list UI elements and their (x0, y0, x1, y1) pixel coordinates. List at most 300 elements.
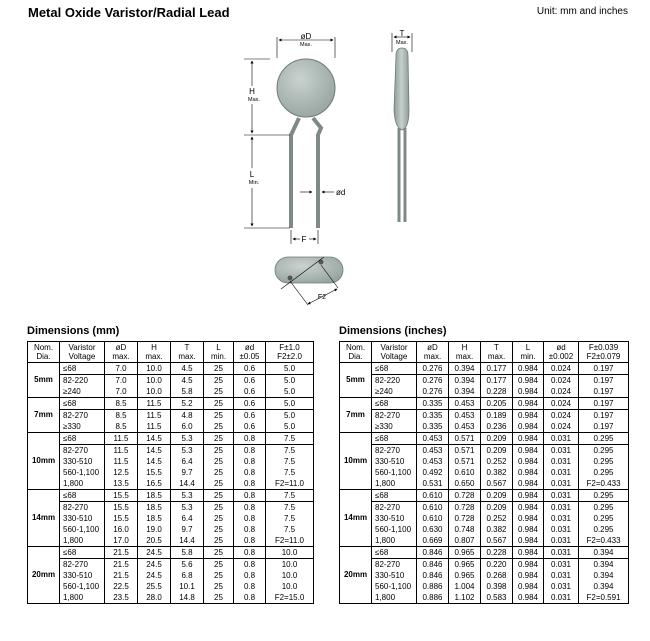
table-cell: 0.228 (481, 547, 513, 559)
table-cell: 0.209 (481, 433, 513, 445)
table-cell: 6.4 (171, 456, 204, 467)
column-header-line: F2±2.0 (277, 352, 302, 361)
t-sub-label: Max. (396, 40, 408, 46)
varistor-disc (277, 59, 335, 117)
column-header (171, 342, 204, 363)
table-cell: 0.031 (544, 570, 579, 581)
table-row (28, 559, 314, 571)
table-cell: 0.650 (449, 478, 481, 490)
table-cell: 0.984 (513, 535, 544, 547)
table-cell: 25 (204, 375, 234, 387)
dimensions-mm-table (27, 341, 314, 604)
dimensions-inches-table (339, 341, 629, 604)
od-label: øD (300, 32, 312, 41)
table-cell: 0.394 (579, 581, 629, 592)
column-header (372, 342, 417, 363)
table-cell: 0.295 (579, 513, 629, 524)
column-header-line: min. (520, 352, 536, 361)
column-header-line: Nom. (345, 343, 366, 352)
h-label: H (249, 87, 255, 96)
table-cell: 9.7 (171, 467, 204, 478)
varistor-voltage-cell: 1,800 (60, 535, 105, 547)
varistor-voltage-cell: ≤68 (372, 490, 417, 502)
column-header-line: max. (487, 352, 506, 361)
table-cell: 0.748 (449, 524, 481, 535)
table-cell: F2=0.433 (579, 535, 629, 547)
table-cell: 0.846 (417, 559, 449, 571)
table-row (28, 456, 314, 467)
table-cell: 0.031 (544, 456, 579, 467)
table-cell: F2=15.0 (266, 592, 314, 604)
table-cell: 0.610 (417, 490, 449, 502)
column-header-line: ød (244, 343, 255, 352)
table-cell: 25 (204, 467, 234, 478)
table-cell: 0.031 (544, 445, 579, 457)
table-cell: 25 (204, 410, 234, 422)
table-cell: 0.984 (513, 581, 544, 592)
table-cell: 18.5 (138, 490, 171, 502)
table-cell: 22.5 (105, 581, 138, 592)
table-cell: 0.394 (449, 386, 481, 398)
table-cell: 0.886 (417, 581, 449, 592)
page-title: Metal Oxide Varistor/Radial Lead (28, 5, 230, 20)
table-row (340, 375, 629, 387)
table-cell: 4.8 (171, 410, 204, 422)
table-cell: 0.8 (234, 592, 266, 604)
table-cell: 0.610 (449, 467, 481, 478)
varistor-side-body (394, 48, 409, 130)
table-cell: 17.0 (105, 535, 138, 547)
table-cell: 0.984 (513, 433, 544, 445)
varistor-voltage-cell: 82-270 (372, 559, 417, 571)
table-cell: 0.024 (544, 410, 579, 422)
table-row (28, 547, 314, 559)
table-cell: 0.453 (417, 456, 449, 467)
varistor-voltage-cell: 330-510 (60, 513, 105, 524)
column-header (138, 342, 171, 363)
table-cell: 0.8 (234, 467, 266, 478)
table-row (340, 421, 629, 433)
table-cell: 5.8 (171, 386, 204, 398)
table-cell: 0.728 (449, 502, 481, 514)
table-cell: 11.5 (105, 445, 138, 457)
table-cell: 4.5 (171, 363, 204, 375)
table-cell: 25 (204, 513, 234, 524)
table-cell: 0.031 (544, 513, 579, 524)
table-row (28, 421, 314, 433)
table-cell: 5.3 (171, 445, 204, 457)
column-header-line: øD (427, 343, 438, 352)
table-cell: 0.630 (417, 524, 449, 535)
table-cell: 0.984 (513, 363, 544, 375)
table-cell: 0.453 (417, 433, 449, 445)
column-header-line: L (216, 343, 221, 352)
varistor-voltage-cell: 82-270 (60, 410, 105, 422)
table-cell: 0.031 (544, 490, 579, 502)
table-row (28, 433, 314, 445)
table-cell: 0.571 (449, 456, 481, 467)
table-cell: 0.567 (481, 535, 513, 547)
varistor-voltage-cell: ≤68 (372, 398, 417, 410)
column-header-line: H (461, 343, 468, 352)
table-cell: 21.5 (105, 570, 138, 581)
table-cell: 0.189 (481, 410, 513, 422)
table-row (340, 398, 629, 410)
table-cell: 0.984 (513, 398, 544, 410)
table-row (340, 581, 629, 592)
table-cell: 0.031 (544, 433, 579, 445)
table-cell: 5.0 (266, 421, 314, 433)
table-cell: 25 (204, 592, 234, 604)
table-cell: 14.4 (171, 478, 204, 490)
table-cell: 14.5 (138, 445, 171, 457)
nominal-diameter-cell: 14mm (340, 490, 372, 547)
nominal-diameter-cell: 10mm (28, 433, 60, 490)
table-row (28, 570, 314, 581)
table-cell: 5.2 (171, 398, 204, 410)
table-cell: 0.6 (234, 386, 266, 398)
table-cell: 0.398 (481, 581, 513, 592)
table-cell: 10.0 (266, 547, 314, 559)
table-cell: 25 (204, 386, 234, 398)
table-cell: 0.8 (234, 559, 266, 571)
table-row (340, 570, 629, 581)
table-cell: 7.5 (266, 456, 314, 467)
d-label: ød (336, 188, 346, 197)
nominal-diameter-cell: 5mm (28, 363, 60, 398)
varistor-voltage-cell: 330-510 (372, 570, 417, 581)
table-cell: 6.0 (171, 421, 204, 433)
table-row (28, 467, 314, 478)
table-cell: 6.4 (171, 513, 204, 524)
column-header (481, 342, 513, 363)
table-cell: 0.984 (513, 570, 544, 581)
column-header (513, 342, 544, 363)
table-cell: 7.5 (266, 445, 314, 457)
column-header-line: max. (455, 352, 474, 361)
table-cell: 11.5 (105, 456, 138, 467)
table-cell: 0.453 (449, 421, 481, 433)
table-cell: 0.024 (544, 421, 579, 433)
table-cell: 0.571 (449, 445, 481, 457)
table-cell: 0.197 (579, 421, 629, 433)
table-cell: 6.8 (171, 570, 204, 581)
table-cell: 0.984 (513, 375, 544, 387)
varistor-voltage-cell: 1,800 (60, 592, 105, 604)
table-cell: 11.5 (138, 421, 171, 433)
l-sub-label: Min. (248, 180, 260, 186)
varistor-voltage-cell: 330-510 (60, 570, 105, 581)
table-cell: 5.3 (171, 433, 204, 445)
column-header-line: F2±0.079 (586, 352, 621, 361)
table-cell: 0.197 (579, 410, 629, 422)
column-header (579, 342, 629, 363)
table-cell: 5.6 (171, 559, 204, 571)
table-cell: 0.8 (234, 478, 266, 490)
column-header (417, 342, 449, 363)
table-cell: 0.295 (579, 490, 629, 502)
table-cell: 0.335 (417, 410, 449, 422)
table-cell: 10.0 (138, 386, 171, 398)
f-label: F (301, 235, 307, 244)
column-header-line: Nom. (33, 343, 54, 352)
table-cell: 10.1 (171, 581, 204, 592)
table-cell: 0.8 (234, 535, 266, 547)
table-cell: 24.5 (138, 559, 171, 571)
varistor-voltage-cell: 560-1,100 (60, 467, 105, 478)
table-cell: 0.492 (417, 467, 449, 478)
table-cell: 25 (204, 478, 234, 490)
table-row (340, 502, 629, 514)
h-sub-label: Max. (248, 97, 260, 103)
table-row (28, 502, 314, 514)
varistor-voltage-cell: ≥330 (60, 421, 105, 433)
side-view (392, 33, 412, 222)
nominal-diameter-cell: 7mm (28, 398, 60, 433)
front-view (244, 37, 335, 244)
f2-label: F2 (317, 294, 327, 301)
table-cell: 11.5 (138, 410, 171, 422)
nominal-diameter-cell: 7mm (340, 398, 372, 433)
table-cell: 0.8 (234, 456, 266, 467)
varistor-voltage-cell: ≥330 (372, 421, 417, 433)
table-cell: F2=11.0 (266, 478, 314, 490)
column-header (28, 342, 60, 363)
column-header-line: max. (112, 352, 130, 361)
table-row (340, 410, 629, 422)
varistor-bottom-body (275, 257, 343, 283)
table-cell: 0.394 (449, 375, 481, 387)
table-cell: 0.205 (481, 398, 513, 410)
table-cell: 0.031 (544, 467, 579, 478)
table-cell: 0.453 (449, 398, 481, 410)
table-row (340, 592, 629, 604)
table-cell: 13.5 (105, 478, 138, 490)
table-row (340, 547, 629, 559)
table-cell: 0.984 (513, 478, 544, 490)
table-cell: 25 (204, 535, 234, 547)
table-cell: 25 (204, 363, 234, 375)
column-header-line: Voltage (380, 352, 408, 361)
table-cell: 10.0 (266, 581, 314, 592)
column-header (204, 342, 234, 363)
table-cell: 7.5 (266, 513, 314, 524)
table-cell: 0.394 (579, 547, 629, 559)
table-cell: 0.984 (513, 445, 544, 457)
table-cell: 0.024 (544, 398, 579, 410)
t-label: T (399, 29, 405, 38)
table-cell: 25 (204, 570, 234, 581)
table-cell: 0.209 (481, 490, 513, 502)
varistor-voltage-cell: 330-510 (372, 513, 417, 524)
table-cell: 0.335 (417, 398, 449, 410)
varistor-voltage-cell: ≤68 (60, 398, 105, 410)
table-row (28, 386, 314, 398)
table-cell: F2=0.591 (579, 592, 629, 604)
table-cell: 14.5 (138, 433, 171, 445)
table-cell: 0.209 (481, 445, 513, 457)
lead-left (291, 118, 299, 228)
varistor-voltage-cell: ≥240 (372, 386, 417, 398)
varistor-voltage-cell: 560-1,100 (60, 524, 105, 535)
table-cell: 0.8 (234, 513, 266, 524)
table-cell: 10.0 (138, 363, 171, 375)
table-cell: 25 (204, 490, 234, 502)
varistor-voltage-cell: ≤68 (372, 547, 417, 559)
table-cell: 21.5 (105, 559, 138, 571)
table-cell: 0.984 (513, 524, 544, 535)
table-cell: 0.984 (513, 467, 544, 478)
varistor-voltage-cell: 82-270 (60, 559, 105, 571)
varistor-voltage-cell: 1,800 (372, 535, 417, 547)
table-cell: 0.031 (544, 581, 579, 592)
table-cell: 0.6 (234, 375, 266, 387)
table-cell: 0.8 (234, 502, 266, 514)
table-cell: 10.0 (266, 559, 314, 571)
table-cell: 7.5 (266, 490, 314, 502)
table-cell: 0.295 (579, 456, 629, 467)
table-cell: 25 (204, 445, 234, 457)
table-cell: 21.5 (105, 547, 138, 559)
table-cell: 0.984 (513, 513, 544, 524)
column-header (340, 342, 372, 363)
table-cell: 0.8 (234, 547, 266, 559)
table-cell: 0.453 (417, 445, 449, 457)
table-cell: 1.102 (449, 592, 481, 604)
table-cell: 0.197 (579, 375, 629, 387)
table-cell: 28.0 (138, 592, 171, 604)
table-cell: 0.984 (513, 410, 544, 422)
varistor-voltage-cell: 82-270 (60, 502, 105, 514)
table-cell: 8.5 (105, 421, 138, 433)
table-cell: 0.335 (417, 421, 449, 433)
table-cell: 18.5 (138, 502, 171, 514)
table-cell: 20.5 (138, 535, 171, 547)
table-cell: 0.276 (417, 375, 449, 387)
table-cell: 7.5 (266, 502, 314, 514)
table-cell: 0.394 (579, 559, 629, 571)
table-cell: 0.209 (481, 502, 513, 514)
table-cell: 0.984 (513, 386, 544, 398)
varistor-voltage-cell: ≤68 (372, 363, 417, 375)
table-cell: 25 (204, 524, 234, 535)
column-header-line: ±0.05 (239, 352, 260, 361)
table-cell: F2=0.433 (579, 478, 629, 490)
table-cell: 25 (204, 421, 234, 433)
table-cell: 0.984 (513, 421, 544, 433)
table-cell: 0.382 (481, 467, 513, 478)
table-row (340, 478, 629, 490)
column-header-line: F±0.039 (588, 343, 619, 352)
table-row (340, 490, 629, 502)
table-row (28, 363, 314, 375)
table-cell: 0.8 (234, 490, 266, 502)
table-row (28, 592, 314, 604)
table-cell: 16.0 (105, 524, 138, 535)
table-cell: 0.6 (234, 421, 266, 433)
table-cell: 0.965 (449, 559, 481, 571)
column-header-line: Dia. (36, 352, 51, 361)
varistor-voltage-cell: ≤68 (60, 433, 105, 445)
table-cell: 11.5 (105, 433, 138, 445)
table-row (28, 478, 314, 490)
table-cell: 0.453 (449, 410, 481, 422)
table-cell: 0.177 (481, 363, 513, 375)
table-cell: 0.031 (544, 535, 579, 547)
table-cell: 14.5 (138, 456, 171, 467)
table-cell: 7.5 (266, 433, 314, 445)
table-cell: 16.5 (138, 478, 171, 490)
column-header-line: L (525, 343, 531, 352)
column-header-line: Voltage (68, 352, 96, 361)
table-cell: 0.531 (417, 478, 449, 490)
varistor-voltage-cell: 82-270 (60, 445, 105, 457)
varistor-diagram (0, 0, 650, 320)
table-row (340, 433, 629, 445)
column-header (234, 342, 266, 363)
table-cell: 23.5 (105, 592, 138, 604)
table-cell: 7.0 (105, 375, 138, 387)
table-cell: 5.0 (266, 398, 314, 410)
table-cell: 7.5 (266, 524, 314, 535)
table-cell: 4.5 (171, 375, 204, 387)
table-cell: 0.8 (234, 524, 266, 535)
table-cell: 25 (204, 433, 234, 445)
table-row (28, 375, 314, 387)
table-cell: 5.3 (171, 490, 204, 502)
table-cell: 5.8 (171, 547, 204, 559)
table-row (340, 386, 629, 398)
table-cell: 0.728 (449, 513, 481, 524)
table-cell: 0.807 (449, 535, 481, 547)
table-cell: 0.394 (579, 570, 629, 581)
table-cell: 0.031 (544, 478, 579, 490)
table-cell: 0.984 (513, 490, 544, 502)
varistor-voltage-cell: 330-510 (372, 456, 417, 467)
table-cell: 0.846 (417, 570, 449, 581)
table-cell: 0.6 (234, 398, 266, 410)
column-header (449, 342, 481, 363)
inches-table-title: Dimensions (inches) (339, 325, 447, 337)
table-cell: 25 (204, 456, 234, 467)
table-row (340, 559, 629, 571)
table-cell: 0.8 (234, 581, 266, 592)
column-header-line: T (494, 343, 499, 352)
table-cell: 5.0 (266, 386, 314, 398)
nominal-diameter-cell: 10mm (340, 433, 372, 490)
table-cell: 0.295 (579, 524, 629, 535)
column-header-line: Varistor (380, 343, 408, 352)
column-header-line: F±1.0 (279, 343, 300, 352)
varistor-voltage-cell: 82-270 (372, 410, 417, 422)
table-cell: 0.220 (481, 559, 513, 571)
table-row (28, 410, 314, 422)
table-cell: 0.236 (481, 421, 513, 433)
column-header-line: H (151, 343, 157, 352)
table-cell: 0.031 (544, 524, 579, 535)
varistor-voltage-cell: 330-510 (60, 456, 105, 467)
varistor-voltage-cell: 1,800 (372, 478, 417, 490)
varistor-voltage-cell: 560-1,100 (60, 581, 105, 592)
table-cell: 0.610 (417, 502, 449, 514)
table-cell: 0.252 (481, 513, 513, 524)
table-row (340, 456, 629, 467)
table-cell: 25 (204, 502, 234, 514)
nominal-diameter-cell: 20mm (340, 547, 372, 604)
column-header-line: Varistor (68, 343, 96, 352)
table-cell: 0.984 (513, 592, 544, 604)
table-cell: 0.024 (544, 363, 579, 375)
